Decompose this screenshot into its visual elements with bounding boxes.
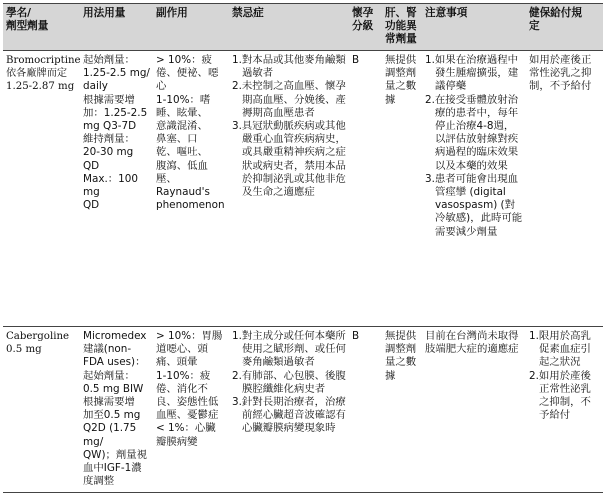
side-effect-line: 壓、Raynaud's [156,172,210,199]
dose-line: 血中IGF-1濃 [83,462,142,475]
insurance-cell [526,51,603,327]
side-effects-cell [153,327,229,493]
header-dose: 用法用量 [80,4,153,51]
dose-line: Micromedex [83,330,147,342]
insurance-item: 1.限用於高乳促素血症引起之狀況 [529,330,591,369]
contraindication-item: 2.未控制之高血壓、懷孕期高血壓、分娩後、產褥期高血壓患者 [232,80,346,119]
dose-cell [80,51,153,327]
side-effect-line: 腹瀉、低血 [156,159,208,172]
side-effect-line: 倦、便祕、噁 [156,67,219,80]
side-effects-cell [153,51,229,327]
dose-line: 加至0.5 mg [83,409,141,422]
dose-line: QD [83,199,100,212]
side-effect-line: 睡、眩暈、 [156,106,208,119]
dose-line: 1.25-2.5 mg/ [83,67,150,80]
pregnancy-category-cell: B [349,51,382,327]
header-contraindications: 禁忌症 [229,4,349,51]
side-effect-line: 意識混淆、 [156,120,208,133]
notes-cell [422,51,526,327]
contraindication-item: 1.對本品或其他麥角鹼類過敏者 [232,54,346,80]
insurance-item: 2.如用於產後正常性泌乳之抑制，不予給付 [529,369,591,422]
dose-line: 起始劑量： [83,369,135,382]
dose-cell [80,327,153,493]
dose-line: 根據需要增 [83,396,135,409]
drug-name-cell: Bromocriptine 依各廠牌而定 1.25-2.87 mg [3,51,80,327]
dose-line: 維持劑量： [83,133,135,146]
pregnancy-category-cell: B [349,327,382,493]
header-notes: 注意事項 [422,4,526,51]
dose-line: daily [83,80,108,93]
note-item: 1.如果在治療過程中發生腫瘤擴張，建議停藥 [425,54,519,93]
dose-line: QW)；劑量視 [83,448,148,461]
side-effect-line: 1-10%：疲 [156,369,211,382]
side-effect-line: > 10%：疲 [156,54,212,66]
table-row [3,327,603,493]
drug-comparison-table [3,3,603,493]
dose-line: Max.：100 mg [83,172,139,199]
side-effect-line: 血壓、憂鬱症 [156,409,219,422]
header-pregnancy: 懷孕 分級 [349,4,382,51]
side-effect-line: 瓣膜病變 [156,435,198,448]
dose-line: 度調整 [83,475,115,488]
insurance-item: 如用於產後正常性泌乳之抑制，不予給付 [529,54,592,93]
side-effect-line: 鼻塞、口 [156,133,198,146]
side-effect-line: 道噁心、頭 [156,343,208,356]
side-effect-line: phenomenon [156,199,225,212]
side-effect-line: > 10%：胃腸 [156,330,223,342]
renal-dose-cell: 無提供調整劑量之數據 [382,51,422,327]
table-row [3,51,603,327]
side-effect-line: 1-10%：嗜 [156,93,211,106]
contraindication-item: 2.有肺部、心包膜、後腹膜腔纖維化病史者 [232,369,346,395]
note-item: 2.在接受垂體放射治療的患者中，每年停止治療4-8週，以評估放射線對疾病過程的臨床效果以及本藥的效果 [425,93,519,172]
dose-line: 20-30 mg QD [83,146,134,172]
contraindication-item: 3.具冠狀動脈疾病或其他嚴重心血管疾病病史，或具嚴重精神疾病之症狀或病史者，禁用本品於抑制泌乳或其他非危及生命之適應症 [232,120,346,199]
drug-name-cell: Cabergoline 0.5 mg [3,327,80,493]
side-effect-line: 痛、頭暈 [156,356,198,369]
renal-dose-cell: 無提供調整劑量之數據 [382,327,422,493]
header-insurance: 健保給付規 定 [526,4,603,51]
dose-line: Q2D (1.75 mg/ [83,422,137,448]
header-row [3,4,603,51]
side-effect-line: 心 [156,80,167,93]
dose-line: FDA uses)： [83,356,146,369]
contraindications-cell [229,327,349,493]
note-item: 目前在台灣尚未取得肢端肥大症的適應症 [425,330,519,356]
dose-line: 建議(non- [83,343,132,356]
dose-line: mg Q3-7D [83,120,137,133]
dose-line: 根據需要增 [83,93,135,106]
note-item: 3.患者可能會出現血管痙攣 (digital vasospasm) (對冷敏感)，此時可能需要減少劑量 [425,172,523,238]
side-effect-line: < 1%：心臟 [156,422,216,435]
dose-line: 起始劑量： [83,54,135,66]
side-effect-line: 倦、消化不 [156,382,208,395]
notes-cell [422,327,526,493]
header-renal-hepatic: 肝、腎 功能異 常劑量 [382,4,422,51]
contraindication-item: 3.針對長期治療者，治療前經心臟超音波確認有心臟瓣膜病變現象時 [232,396,346,435]
side-effect-line: 良、姿態性低 [156,396,219,409]
insurance-cell [526,327,603,493]
header-side-effects: 副作用 [153,4,229,51]
contraindications-cell [229,51,349,327]
side-effect-line: 乾、嘔吐、 [156,146,208,159]
dose-line: 0.5 mg BIW [83,382,144,395]
contraindication-item: 1.對主成分或任何本藥所使用之賦形劑、或任何麥角鹼類過敏者 [232,330,346,369]
header-name: 學名/ 劑型劑量 [3,4,80,51]
dose-line: 加：1.25-2.5 [83,106,148,119]
